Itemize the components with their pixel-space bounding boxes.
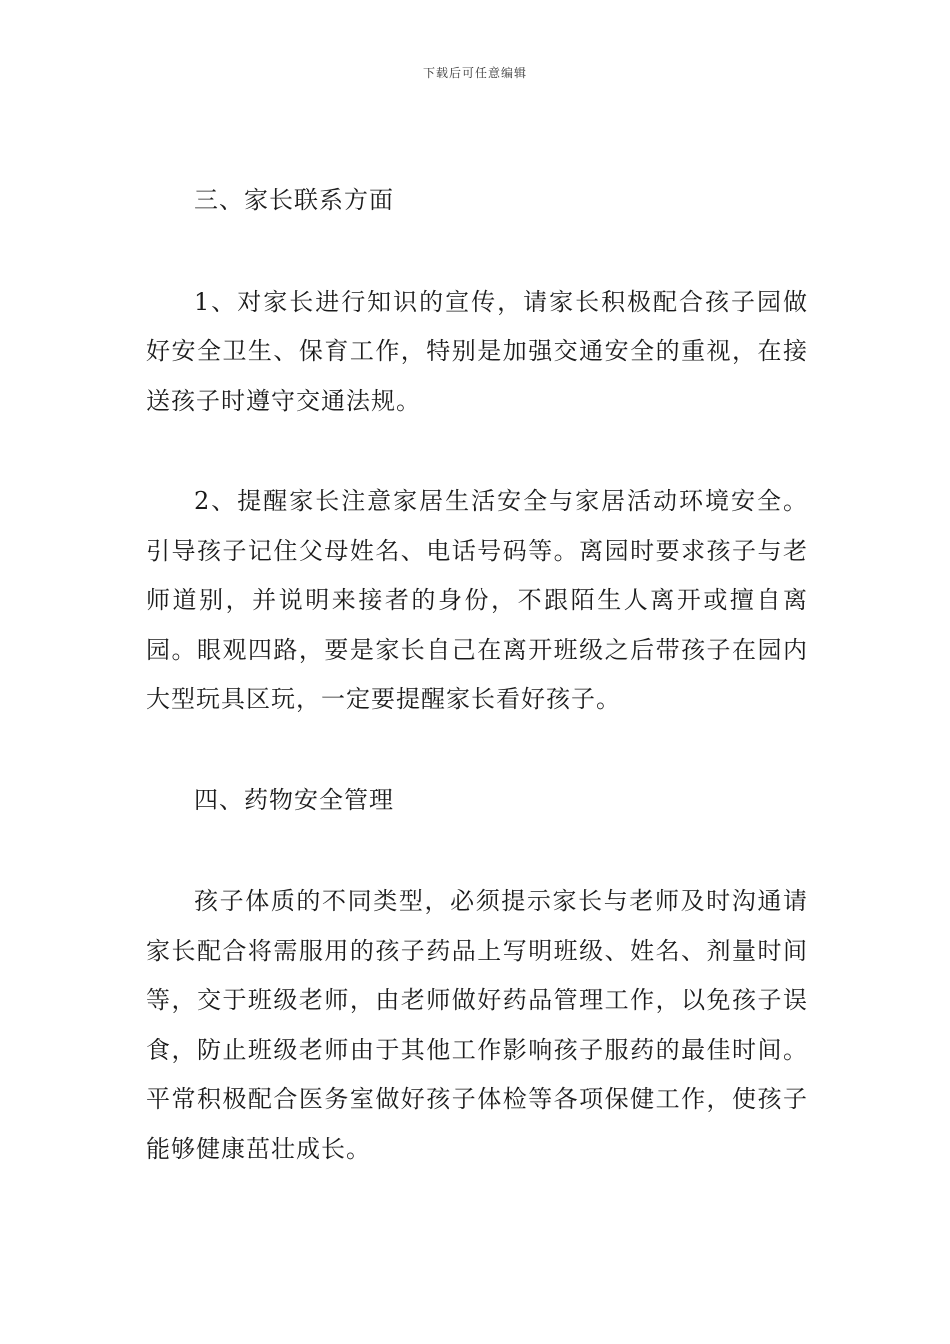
paragraph-medicine-safety-1: 孩子体质的不同类型，必须提示家长与老师及时沟通请家长配合将需服用的孩子药品上写明班级、姓名、剂量时间等，交于班级老师，由老师做好药品管理工作，以免孩子误食，防止班级老师由于其他工作影响孩子服药的最佳时间。平常积极配合医务室做好孩子体检等各项保健工作，使孩子能够健康茁壮成长。 (146, 887, 808, 1163)
document-body (146, 176, 808, 1174)
section-heading-medicine-safety: 四、药物安全管理 (194, 785, 394, 814)
paragraph-parent-contact-2: 2、提醒家长注意家居生活安全与家居活动环境安全。引导孩子记住父母姓名、电话号码等。离园时要求孩子与老师道别，并说明来接者的身份，不跟陌生人离开或擅自离园。眼观四路，要是家长自己在离开班级之后带孩子在园内大型玩具区玩，一定要提醒家长看好孩子。 (146, 487, 808, 713)
page-header-note: 下载后可任意编辑 (422, 66, 527, 80)
section-heading-parent-contact: 三、家长联系方面 (194, 186, 394, 214)
paragraph-parent-contact-1: 1、对家长进行知识的宣传，请家长积极配合孩子园做好安全卫生、保育工作，特别是加强交通安全的重视，在接送孩子时遵守交通法规。 (146, 287, 808, 415)
